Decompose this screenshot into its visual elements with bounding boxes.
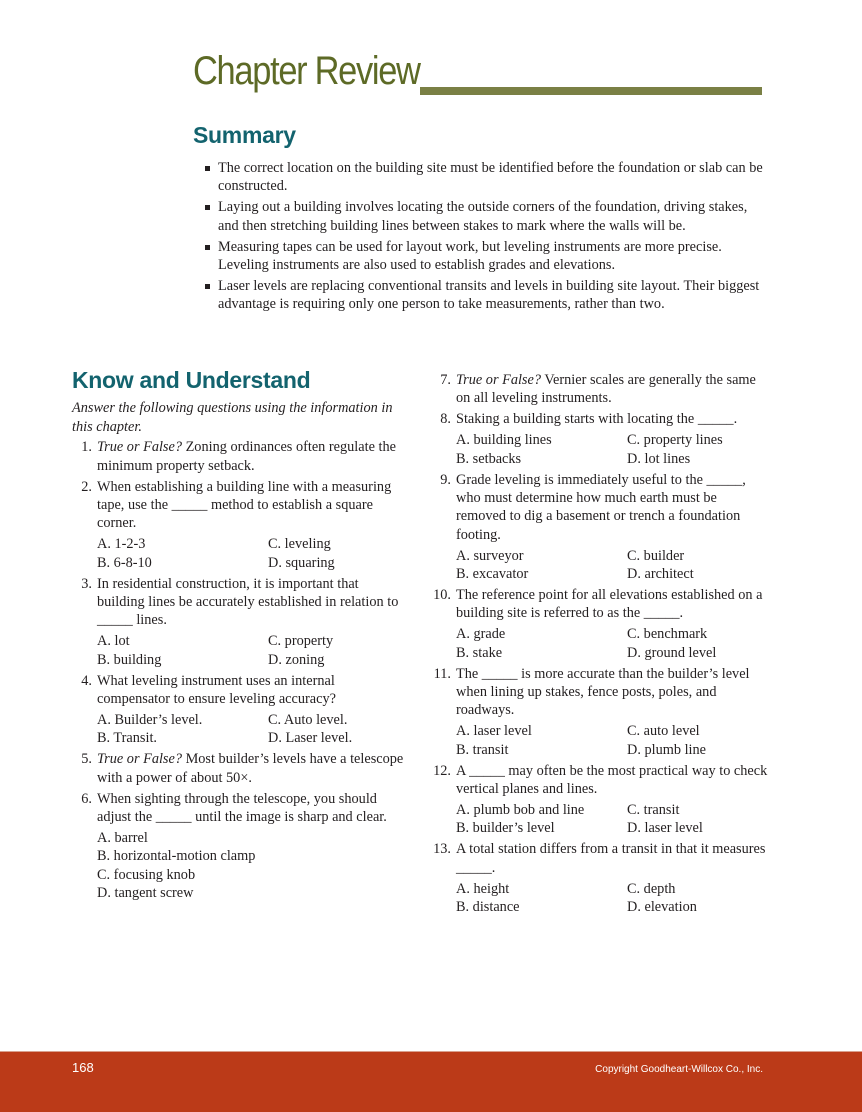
question bbox=[72, 672, 406, 748]
answer-option: A. 1-2-3 bbox=[97, 536, 146, 553]
answer-option: C. focusing knob bbox=[97, 866, 196, 883]
question-number: 1. bbox=[81, 439, 92, 456]
question bbox=[72, 438, 406, 475]
know-heading: Know and Understand bbox=[72, 367, 311, 393]
summary-heading: Summary bbox=[193, 122, 296, 148]
bullet-text: The correct location on the building site must be identified before the foundation or slab can be constructed. bbox=[218, 160, 763, 195]
answer-option: A. lot bbox=[97, 633, 130, 650]
bullet-text: Laser levels are replacing conventional transits and levels in building site layout. Their biggest advantage is requiring only one person to take measurements, rather than two. bbox=[218, 277, 760, 313]
question-text: When sighting through the telescope, you should adjust the _____ until the image is sharp and clear. bbox=[97, 790, 387, 825]
question bbox=[428, 410, 768, 468]
answer-option: B. distance bbox=[456, 898, 520, 915]
answer-option: D. elevation bbox=[627, 898, 697, 915]
question bbox=[428, 586, 768, 662]
answer-option: B. Transit. bbox=[97, 730, 157, 747]
question bbox=[72, 575, 406, 670]
answer-option: B. stake bbox=[456, 644, 503, 661]
options bbox=[456, 547, 768, 584]
answer-option: B. 6-8-10 bbox=[97, 554, 152, 571]
right-column bbox=[428, 371, 768, 919]
page-title: Chapter Review bbox=[193, 49, 420, 93]
answer-option: A. surveyor bbox=[456, 547, 524, 564]
answer-option: B. setbacks bbox=[456, 450, 522, 467]
bullet-text: Laying out a building involves locating the outside corners of the foundation, driving stakes, and then stretching building lines between stakes to mark where the walls will be. bbox=[218, 199, 748, 234]
title-rule bbox=[420, 87, 762, 95]
options bbox=[97, 632, 406, 669]
question-number: 10. bbox=[433, 586, 451, 603]
answer-option: B. horizontal-motion clamp bbox=[97, 848, 256, 865]
question-text: Staking a building starts with locating the _____. bbox=[456, 411, 738, 428]
footer bbox=[0, 1051, 862, 1112]
question-text: A total station differs from a transit in that it measures _____. bbox=[456, 841, 766, 876]
question bbox=[428, 471, 768, 584]
true-false-label: True or False? bbox=[97, 751, 182, 768]
answer-option: A. barrel bbox=[97, 829, 148, 846]
question-text: What leveling instrument uses an internal compensator to ensure leveling accuracy? bbox=[97, 672, 336, 707]
question-text: In residential construction, it is important that building lines be accurately established in relation to _____ lines. bbox=[97, 575, 399, 629]
options bbox=[97, 711, 406, 748]
question-number: 2. bbox=[81, 478, 92, 495]
answer-option: D. tangent screw bbox=[97, 885, 194, 902]
answer-option: D. squaring bbox=[268, 554, 335, 571]
question bbox=[428, 665, 768, 760]
question-number: 13. bbox=[433, 841, 451, 858]
bullet-text: Measuring tapes can be used for layout work, but leveling instruments are more precise. Leveling instruments are also used to establish grades and elevations. bbox=[218, 238, 722, 274]
answer-option: A. grade bbox=[456, 626, 506, 643]
answer-option: D. lot lines bbox=[627, 450, 691, 467]
bullet-icon bbox=[205, 205, 210, 210]
answer-option: C. auto level bbox=[627, 723, 700, 740]
question-number: 7. bbox=[440, 372, 451, 388]
options bbox=[456, 880, 768, 917]
true-false-label: True or False? bbox=[97, 439, 182, 456]
bullet-icon bbox=[205, 284, 210, 289]
answer-option: D. architect bbox=[627, 566, 694, 583]
answer-option: A. Builder’s level. bbox=[97, 711, 203, 728]
bullet-icon bbox=[205, 166, 210, 171]
instructions: Answer the following questions using the information in this chapter. bbox=[72, 400, 393, 435]
question bbox=[72, 478, 406, 573]
answer-option: C. builder bbox=[627, 547, 685, 564]
answer-option: C. transit bbox=[627, 801, 680, 818]
answer-option: C. depth bbox=[627, 880, 676, 897]
answer-option: A. building lines bbox=[456, 432, 552, 449]
question-number: 8. bbox=[440, 411, 451, 428]
answer-option: A. height bbox=[456, 880, 510, 897]
bullet-icon bbox=[205, 245, 210, 250]
answer-option: D. laser level bbox=[627, 820, 703, 837]
answer-option: D. zoning bbox=[268, 651, 325, 668]
options bbox=[456, 625, 768, 662]
question bbox=[428, 840, 768, 916]
question-number: 9. bbox=[440, 471, 451, 488]
question bbox=[428, 371, 768, 408]
question-number: 12. bbox=[433, 762, 451, 779]
summary-list bbox=[205, 159, 765, 316]
question-text: The reference point for all elevations established on a building site is referred to as the _____. bbox=[456, 586, 763, 622]
answer-option: B. builder’s level bbox=[456, 820, 555, 837]
answer-option: A. plumb bob and line bbox=[456, 801, 585, 818]
answer-option: C. property bbox=[268, 633, 334, 650]
question-number: 3. bbox=[81, 575, 92, 592]
question-number: 5. bbox=[81, 751, 92, 768]
question-text: Most builder’s levels have a telescope with a power of about 50×. bbox=[97, 751, 404, 786]
answer-option: C. property lines bbox=[627, 432, 723, 449]
options bbox=[97, 535, 406, 572]
question bbox=[428, 762, 768, 838]
question-number: 11. bbox=[433, 665, 451, 682]
answer-option: C. Auto level. bbox=[268, 711, 348, 728]
answer-option: B. transit bbox=[456, 741, 509, 758]
question-text: When establishing a building line with a measuring tape, use the _____ method to establish a square corner. bbox=[97, 478, 392, 532]
answer-option: D. ground level bbox=[627, 644, 717, 661]
options bbox=[456, 801, 768, 838]
options bbox=[456, 431, 768, 468]
answer-option: C. leveling bbox=[268, 536, 331, 553]
summary-bullet bbox=[205, 159, 765, 196]
answer-option: A. laser level bbox=[456, 723, 532, 740]
summary-bullet bbox=[205, 238, 765, 275]
answer-option: D. plumb line bbox=[627, 741, 707, 758]
answer-option: C. benchmark bbox=[627, 626, 708, 643]
question-text: Zoning ordinances often regulate the minimum property setback. bbox=[97, 439, 396, 474]
options bbox=[97, 829, 406, 903]
options bbox=[456, 722, 768, 759]
true-false-label: True or False? bbox=[456, 372, 541, 388]
question-text: The _____ is more accurate than the builder’s level when lining up stakes, fence posts, poles, and roadways. bbox=[456, 665, 750, 719]
question bbox=[72, 790, 406, 903]
question bbox=[72, 750, 406, 787]
question-number: 4. bbox=[81, 672, 92, 689]
question-number: 6. bbox=[81, 790, 92, 807]
copyright: Copyright Goodheart-Willcox Co., Inc. bbox=[595, 1064, 763, 1075]
question-text: Vernier scales are generally the same on all leveling instruments. bbox=[456, 372, 756, 407]
summary-bullet bbox=[205, 198, 765, 235]
left-column bbox=[72, 367, 406, 905]
answer-option: D. Laser level. bbox=[268, 730, 353, 747]
question-text: A _____ may often be the most practical way to check vertical planes and lines. bbox=[456, 762, 768, 798]
answer-option: B. excavator bbox=[456, 566, 529, 583]
page-number: 168 bbox=[72, 1060, 94, 1075]
summary-bullet bbox=[205, 277, 765, 314]
answer-option: B. building bbox=[97, 651, 162, 668]
question-text: Grade leveling is immediately useful to the _____, who must determine how much earth must be removed to dig a basement or trench a foundation footing. bbox=[456, 471, 746, 543]
